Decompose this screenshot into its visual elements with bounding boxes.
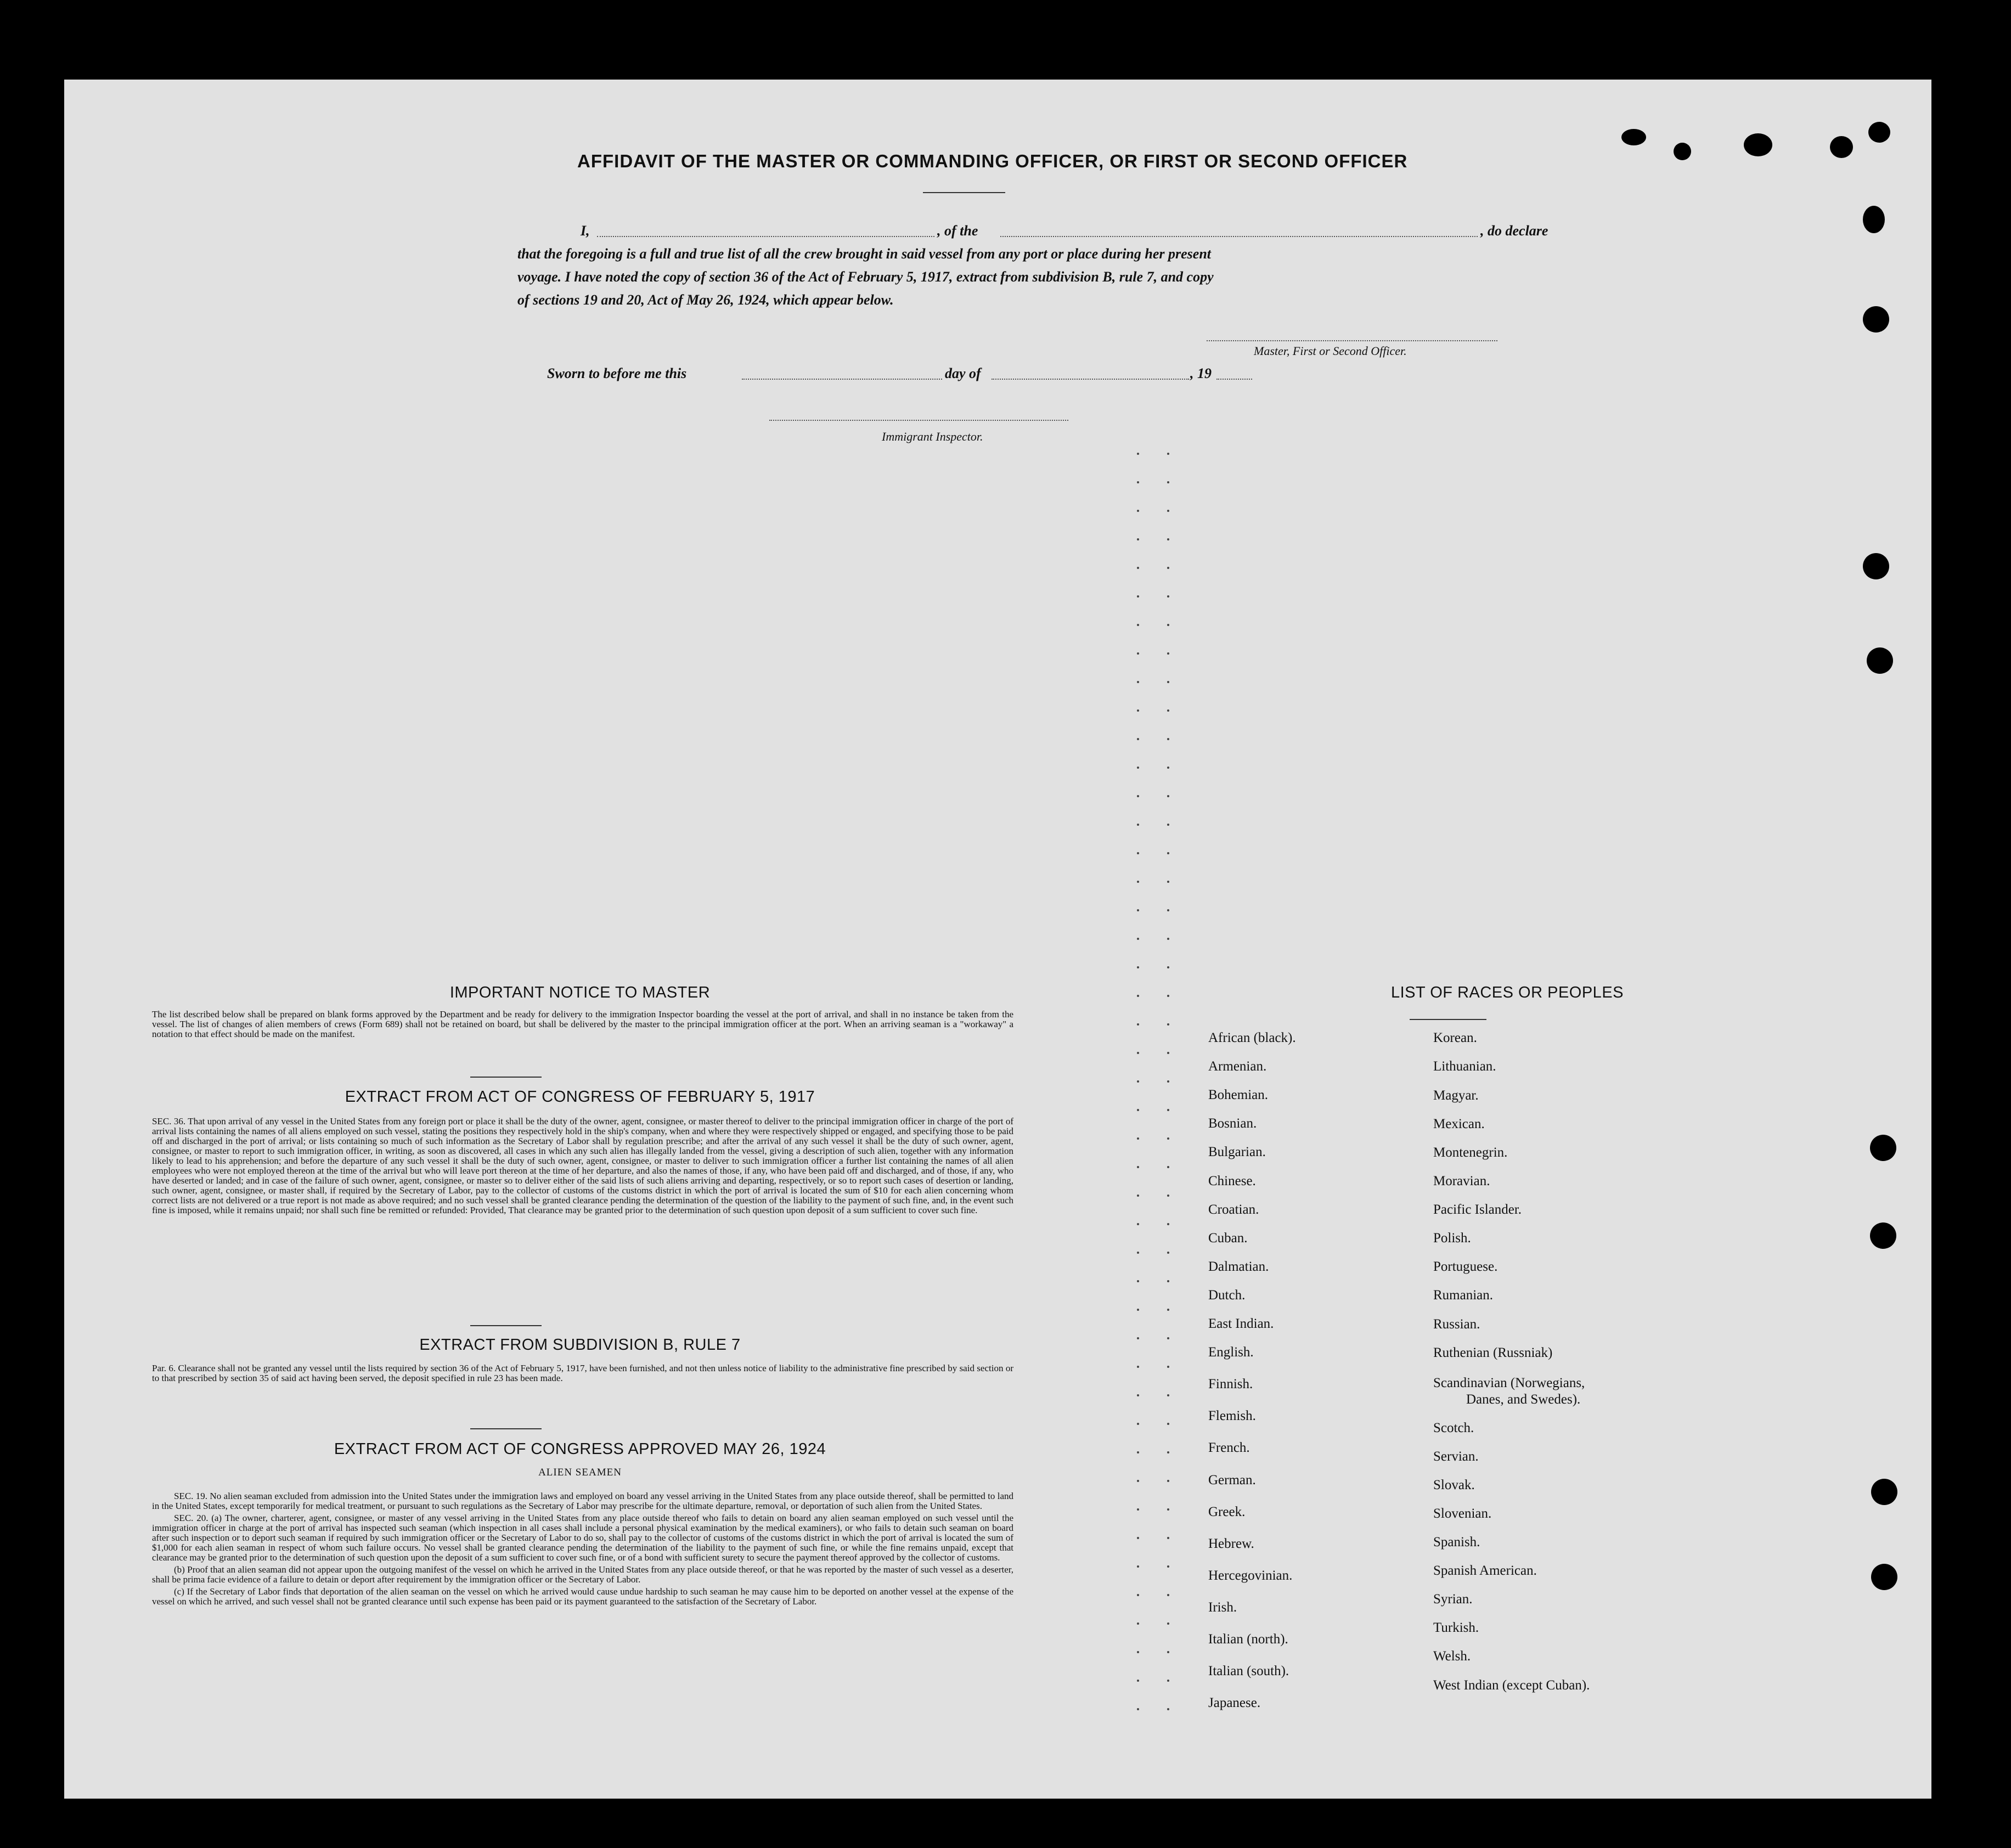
staple-mark xyxy=(1674,143,1691,160)
guide-dot xyxy=(1167,510,1169,512)
guide-dot xyxy=(1137,909,1139,911)
guide-dot xyxy=(1167,538,1169,540)
guide-dot xyxy=(1137,1195,1139,1197)
guide-dot xyxy=(1167,453,1169,455)
affidavit-title: AFFIDAVIT OF THE MASTER OR COMMANDING OFFICER, OR FIRST OR SECOND OFFICER xyxy=(577,151,1408,171)
race-item-right: Ruthenian (Russniak) xyxy=(1433,1345,1553,1360)
race-item-right: Mexican. xyxy=(1433,1117,1485,1131)
guide-dot xyxy=(1137,1309,1139,1311)
declaration-line-3: of sections 19 and 20, Act of May 26, 1924, which appear below. xyxy=(517,292,894,308)
guide-dot xyxy=(1167,1366,1169,1368)
guide-dot xyxy=(1167,966,1169,968)
guide-dot xyxy=(1167,652,1169,655)
declaration-i: I, xyxy=(581,223,590,239)
declaration-of-the: , of the xyxy=(937,223,978,239)
race-item-left: Flemish. xyxy=(1208,1408,1256,1424)
guide-dot xyxy=(1137,795,1139,797)
guide-dot xyxy=(1167,938,1169,940)
guide-dot xyxy=(1137,966,1139,968)
race-item-right: Montenegrin. xyxy=(1433,1145,1508,1160)
guide-dot xyxy=(1137,1651,1139,1653)
race-item-left: Hercegovinian. xyxy=(1208,1568,1293,1583)
binder-hole xyxy=(1870,1135,1896,1161)
race-item-left: German. xyxy=(1208,1472,1256,1488)
race-item-left: Croatian. xyxy=(1208,1202,1259,1217)
race-item-right: Slovenian. xyxy=(1433,1506,1492,1521)
race-item-left: Finnish. xyxy=(1208,1377,1253,1392)
declaration-line-2: voyage. I have noted the copy of section 36 of the Act of February 5, 1917, extract from subdivision B, rule 7, and copy xyxy=(517,269,1214,285)
race-item-right: Scotch. xyxy=(1433,1421,1474,1435)
inspector-caption: Immigrant Inspector. xyxy=(882,430,983,443)
guide-dot xyxy=(1137,995,1139,997)
guide-dot xyxy=(1167,1537,1169,1539)
guide-dot xyxy=(1137,1680,1139,1682)
alien-seamen-subheading: ALIEN SEAMEN xyxy=(538,1467,622,1478)
guide-dot xyxy=(1137,681,1139,683)
race-item-left: Chinese. xyxy=(1208,1173,1256,1188)
guide-dot xyxy=(1137,738,1139,740)
guide-dot xyxy=(1137,1423,1139,1425)
race-item-left: East Indian. xyxy=(1208,1316,1274,1331)
guide-dot xyxy=(1167,824,1169,826)
guide-dot xyxy=(1167,1023,1169,1026)
race-item-right: Scandinavian (Norwegians, xyxy=(1433,1376,1585,1390)
sec-19-text: SEC. 19. No alien seaman excluded from admission into the United States under the immigration laws and employed on board any vessel arriving in the United States from any place outside thereof, shall be permitted to land in the United States, except temporarily for medical treatment, or pursuant to such regulations as the Secretary of Labor may prescribe for the ultimate departure, removal, or deportation of such alien from the United States. xyxy=(152,1491,1013,1511)
race-item-right: Spanish. xyxy=(1433,1535,1480,1550)
guide-dot xyxy=(1137,1394,1139,1396)
race-item-right: Magyar. xyxy=(1433,1088,1479,1103)
day-of-text: day of xyxy=(945,365,981,381)
race-item-right: Lithuanian. xyxy=(1433,1059,1496,1074)
sec-20a-text: SEC. 20. (a) The owner, charterer, agent, consignee, or master of any vessel arriving in the United States from any place outside thereof who fails to detain on board any alien seaman employed on such vessel until the immigration officer in charge at the port of arrival has inspected such seaman (which inspection in all cases shall include a personal physical examination by the medical examiners), or who fails to detain such seaman on board after such inspection or to deport such seaman if required by such immigration officer or the Secretary of Labor to do so, shall pay to the collector of customs of the customs district in which the port of arrival is located the sum of $1,000 for each alien seaman in respect of whom such failure occurs. No vessel shall be granted clearance pending the determination of the liability to the payment of such fine, or while the fine remains unpaid, except that clearance may be granted prior to the determination of such question upon the deposit of a sum sufficient to cover such fine, or of a bond with sufficient surety to secure the payment thereof approved by the collector of customs. xyxy=(152,1513,1013,1563)
race-item-left: Dalmatian. xyxy=(1208,1259,1269,1274)
staple-mark xyxy=(1868,122,1890,143)
guide-dot xyxy=(1137,938,1139,940)
staple-mark xyxy=(1744,133,1772,156)
guide-dot xyxy=(1137,1337,1139,1339)
guide-dot xyxy=(1137,567,1139,569)
race-item-left: Irish. xyxy=(1208,1599,1237,1615)
guide-dot xyxy=(1167,1680,1169,1682)
guide-dot xyxy=(1137,1223,1139,1225)
guide-dot xyxy=(1167,1423,1169,1425)
guide-dot xyxy=(1167,1708,1169,1710)
guide-dot xyxy=(1137,624,1139,626)
guide-dot xyxy=(1137,1137,1139,1140)
race-item-left: Bohemian. xyxy=(1208,1088,1269,1103)
guide-dot xyxy=(1167,567,1169,569)
guide-dot xyxy=(1167,1195,1169,1197)
race-item-left: Japanese. xyxy=(1208,1695,1261,1711)
guide-dot xyxy=(1167,1622,1169,1625)
race-item-right: Russian. xyxy=(1433,1317,1480,1332)
guide-dot xyxy=(1167,481,1169,483)
race-item-right: Korean. xyxy=(1433,1030,1477,1045)
guide-dot xyxy=(1167,709,1169,712)
guide-dot xyxy=(1167,1337,1169,1339)
guide-dot xyxy=(1137,709,1139,712)
race-item-left: English. xyxy=(1208,1345,1254,1360)
guide-dot xyxy=(1137,1109,1139,1111)
guide-dot xyxy=(1167,767,1169,769)
races-heading: LIST OF RACES OR PEOPLES xyxy=(1390,984,1624,1001)
race-item-right: Polish. xyxy=(1433,1231,1471,1246)
guide-dot xyxy=(1137,481,1139,483)
guide-dot xyxy=(1167,1137,1169,1140)
declaration-do-declare: , do declare xyxy=(1480,223,1548,239)
guide-dot xyxy=(1137,824,1139,826)
guide-dot xyxy=(1167,1594,1169,1596)
race-item-right: Turkish. xyxy=(1433,1620,1479,1635)
guide-dot xyxy=(1137,881,1139,883)
staple-mark xyxy=(1621,129,1646,145)
binder-hole xyxy=(1863,553,1889,579)
guide-dot xyxy=(1137,652,1139,655)
signature-caption: Master, First or Second Officer. xyxy=(1254,344,1407,358)
binder-hole xyxy=(1871,1479,1897,1505)
form-page xyxy=(64,80,1931,1799)
guide-dot xyxy=(1167,1508,1169,1511)
guide-dot xyxy=(1167,624,1169,626)
race-item-right: Danes, and Swedes). xyxy=(1466,1392,1581,1407)
guide-dot xyxy=(1167,738,1169,740)
race-item-left: Bosnian. xyxy=(1208,1116,1257,1131)
staple-mark xyxy=(1830,136,1853,158)
guide-dot xyxy=(1167,681,1169,683)
notice-text: The list described below shall be prepared on blank forms approved by the Department and be ready for delivery to the immigration Inspector boarding the vessel at the port of arrival, and shall in no instance be taken from the vessel. The list of changes of alien members of crews (Form 689) shall not be retained on board, but shall be delivered by the master to the principal immigration officer at the port. When an arriving seaman is a "workaway" a notation to that effect should be made on the manifest. xyxy=(152,1009,1013,1039)
guide-dot xyxy=(1137,510,1139,512)
guide-dot xyxy=(1167,595,1169,598)
guide-dot xyxy=(1167,1109,1169,1111)
race-item-right: Pacific Islander. xyxy=(1433,1202,1522,1217)
extract-rule7-heading: EXTRACT FROM SUBDIVISION B, RULE 7 xyxy=(419,1336,741,1354)
race-item-left: French. xyxy=(1208,1440,1250,1456)
guide-dot xyxy=(1137,1023,1139,1026)
guide-dot xyxy=(1167,1480,1169,1482)
sec-20b-text: (b) Proof that an alien seaman did not appear upon the outgoing manifest of the vessel on which he arrived in the United States from any place outside thereof, or that he was reported by the master of such vessel as a deserter, shall be prima facie evidence of a failure to detain or deport after requirement by the immigration officer or the Secretary of Labor. xyxy=(152,1564,1013,1585)
guide-dot xyxy=(1167,1252,1169,1254)
guide-dot xyxy=(1167,1166,1169,1168)
guide-dot xyxy=(1137,767,1139,769)
race-item-left: Italian (south). xyxy=(1208,1664,1289,1679)
guide-dot xyxy=(1137,595,1139,598)
race-item-left: Hebrew. xyxy=(1208,1536,1254,1551)
guide-dot xyxy=(1167,1052,1169,1054)
race-item-right: Moravian. xyxy=(1433,1174,1490,1188)
race-item-left: Cuban. xyxy=(1208,1230,1248,1246)
race-item-right: Syrian. xyxy=(1433,1592,1473,1607)
binder-hole xyxy=(1867,647,1893,674)
race-item-left: Armenian. xyxy=(1208,1059,1267,1074)
race-item-left: African (black). xyxy=(1208,1030,1296,1045)
binder-hole xyxy=(1870,1222,1896,1249)
race-item-right: Spanish American. xyxy=(1433,1563,1537,1578)
guide-dot xyxy=(1137,1252,1139,1254)
sworn-text: Sworn to before me this xyxy=(547,365,687,381)
race-item-left: Dutch. xyxy=(1208,1287,1246,1303)
guide-dot xyxy=(1167,1309,1169,1311)
guide-dot xyxy=(1137,1052,1139,1054)
race-item-left: Greek. xyxy=(1208,1504,1246,1519)
sec-20c-text: (c) If the Secretary of Labor finds that deportation of the alien seaman on the vessel on which he arrived would cause undue hardship to such seaman he may cause him to be deported on another vessel at the expense of the vessel on which he arrived, and such vessel shall not be granted clearance until such expense has been paid or its payment guaranteed to the satisfaction of the Secretary of Labor. xyxy=(152,1586,1013,1607)
guide-dot xyxy=(1167,1223,1169,1225)
guide-dot xyxy=(1167,881,1169,883)
guide-dot xyxy=(1137,1622,1139,1625)
race-item-left: Bulgarian. xyxy=(1208,1145,1266,1160)
extract-1917-heading: EXTRACT FROM ACT OF CONGRESS OF FEBRUARY 5, 1917 xyxy=(345,1088,815,1106)
binder-hole xyxy=(1871,1564,1897,1590)
guide-dot xyxy=(1167,852,1169,854)
binder-hole xyxy=(1863,306,1889,333)
extract-1917-text: SEC. 36. That upon arrival of any vessel in the United States from any foreign port or place it shall be the duty of the owner, agent, consignee, or master thereof to deliver to the principal immigration officer in charge of the port of arrival lists containing the names of all aliens employed on such vessel, stating the positions they respectively hold in the ship's company, when and where they were respectively shipped or engaged, and specifying those to be paid off and discharged in the port of arrival; or lists containing so much of such information as the Secretary of Labor shall by regulation prescribe; and after the arrival of any such vessel it shall be the duty of such owner, agent, consignee, or master to report to such immigration officer, in writing, as soon as discovered, all cases in which any such alien has illegally landed from the vessel, giving a description of such alien, together with any information likely to lead to his apprehension; and before the departure of any such vessel it shall be the duty of such owner, agent, consignee, or master to deliver to such immigration officer a further list containing the names of all alien employees who were not employed thereon at the time of the arrival but who will leave port thereon at the time of her departure, and also the names of those, if any, who have been paid off and discharged, and of those, if any, who have deserted or landed; and in case of the failure of such owner, agent, consignee, or master so to deliver either of the said lists of such aliens arriving and departing, respectively, or so to report such cases of desertion or landing, such owner, agent, consignee, or master shall, if required by the Secretary of Labor, pay to the collector of customs of the customs district in which the port of arrival is located the sum of $10 for each alien concerning whom correct lists are not delivered or a true report is not made as above required; and no such vessel shall be granted clearance pending the determination of the question of the liability to the payment of such fine, and, in the event such fine is imposed, while it remains unpaid; nor shall such fine be remitted or refunded: Provided, That clearance may be granted prior to the determination of such question upon deposit of a sum sufficient to cover such fine. xyxy=(152,1116,1013,1215)
race-item-right: West Indian (except Cuban). xyxy=(1433,1678,1590,1693)
extract-rule7-text: Par. 6. Clearance shall not be granted any vessel until the lists required by section 36 of the Act of February 5, 1917, have been furnished, and not then unless notice of liability to the administrative fine prescribed by said section or to that prescribed by section 35 of said act having been served, the deposit specified in rule 23 has been made. xyxy=(152,1363,1013,1383)
guide-dot xyxy=(1137,1594,1139,1596)
guide-dot xyxy=(1167,1451,1169,1453)
guide-dot xyxy=(1137,453,1139,455)
race-item-left: Italian (north). xyxy=(1208,1632,1288,1647)
guide-dot xyxy=(1167,1394,1169,1396)
guide-dot xyxy=(1137,1166,1139,1168)
guide-dot xyxy=(1167,909,1169,911)
guide-dot xyxy=(1167,1080,1169,1083)
guide-dot xyxy=(1167,995,1169,997)
guide-dot xyxy=(1137,1366,1139,1368)
race-item-right: Servian. xyxy=(1433,1449,1479,1464)
races-list xyxy=(64,80,1931,1799)
guide-dot xyxy=(1167,1565,1169,1568)
race-item-right: Slovak. xyxy=(1433,1478,1475,1492)
guide-dot xyxy=(1167,795,1169,797)
guide-dot xyxy=(1137,1708,1139,1710)
year-prefix: , 19 xyxy=(1190,365,1212,381)
guide-dot xyxy=(1137,852,1139,854)
extract-1924-heading: EXTRACT FROM ACT OF CONGRESS APPROVED MAY 26, 1924 xyxy=(334,1440,826,1458)
binder-hole xyxy=(1863,206,1885,233)
guide-dot xyxy=(1137,1080,1139,1083)
guide-dot xyxy=(1137,1508,1139,1511)
guide-dot xyxy=(1167,1280,1169,1282)
guide-dot xyxy=(1137,1565,1139,1568)
declaration-line-1: that the foregoing is a full and true list of all the crew brought in said vessel from any port or place during her present xyxy=(517,246,1212,262)
guide-dot xyxy=(1137,538,1139,540)
guide-dot xyxy=(1137,1280,1139,1282)
guide-dot xyxy=(1137,1480,1139,1482)
guide-dot xyxy=(1137,1537,1139,1539)
race-item-right: Rumanian. xyxy=(1433,1288,1494,1303)
race-item-right: Portuguese. xyxy=(1433,1259,1498,1274)
guide-dot xyxy=(1137,1451,1139,1453)
guide-dot xyxy=(1167,1651,1169,1653)
notice-heading: IMPORTANT NOTICE TO MASTER xyxy=(449,984,711,1001)
race-item-right: Welsh. xyxy=(1433,1649,1471,1664)
